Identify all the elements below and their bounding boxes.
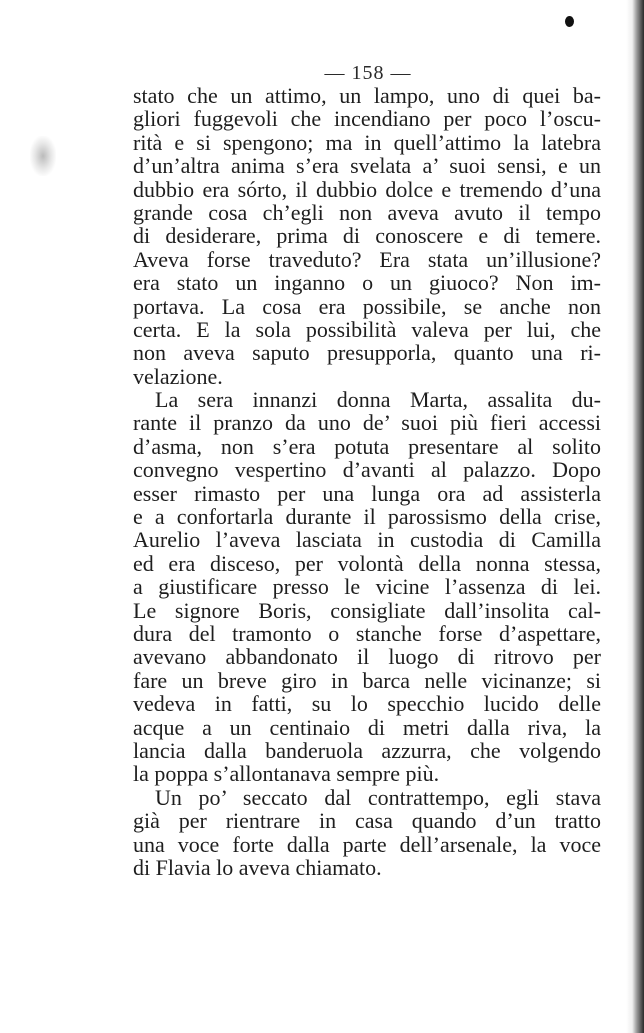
text-line: d’un’altra anima s’era svelata a’ suoi sensi, e un [133,153,601,179]
text-line: ed era disceso, per volontà della nonna stessa, [133,550,601,576]
text-line: grande cosa ch’egli non aveva avuto il tempo [133,199,601,225]
text-line: esser rimasto per una lunga ora ad assisterla [133,480,601,506]
page-number: — 158 — [324,62,412,84]
text-line: Aurelio l’aveva lasciata in custodia di Camilla [133,527,601,553]
text-line: certa. E la sola possibilità valeva per lui, che [133,316,601,342]
scan-edge-gradient [626,0,632,1033]
text-line: e a confortarla durante il parossismo della crise, [133,504,601,530]
text-line: Le signore Boris, consigliate dall’insolita cal- [133,597,601,623]
text-line: avevano abbandonato il luogo di ritrovo per [133,644,601,670]
text-line: stato che un attimo, un lampo, uno di quei ba- [133,83,601,108]
text-line: non aveva saputo presupporla, quanto una ri- [133,340,601,366]
text-line: Un po’ seccato dal contrattempo, egli stava [155,784,601,810]
text-line: una voce forte dalla parte dell’arsenale, la voce [133,831,601,857]
paper-smudge [30,136,56,176]
text-line: dubbio era sórto, il dubbio dolce e tremendo d’una [133,176,601,202]
scan-edge-shadow [632,0,644,1033]
text-line: fare un breve giro in barca nelle vicinanze; si [133,667,601,693]
text-line: portava. La cosa era possibile, se anche non [133,293,601,319]
text-line: era stato un inganno o un giuoco? Non im- [133,270,601,296]
text-line: Aveva forse traveduto? Era stata un’illusione? [133,246,601,272]
text-line: convegno vespertino d’avanti al palazzo. Dopo [133,457,601,483]
text-line: la poppa s’allontanava sempre più. [133,761,440,787]
text-line: rità e si spengono; ma in quell’attimo la latebra [133,129,601,155]
text-line: La sera innanzi donna Marta, assalita du- [155,387,601,413]
ink-dot [565,16,574,27]
text-line: gliori fuggevoli che incendiano per poco l’oscu- [133,106,601,132]
text-line: d’asma, non s’era potuta presentare al solito [133,433,601,459]
text-line: velazione. [133,363,223,389]
text-line: acque a un centinaio di metri dalla riva, la [133,714,601,740]
text-line: di desiderare, prima di conoscere e di temere. [133,223,601,249]
text-line: a giustificare presso le vicine l’assenza di lei. [133,574,601,600]
text-line: di Flavia lo aveva chiamato. [133,854,382,880]
text-line: dura del tramonto o stanche forse d’aspettare, [133,620,601,646]
text-line: lancia dalla banderuola azzurra, che volgendo [133,737,601,763]
text-line: vedeva in fatti, su lo specchio lucido delle [133,691,601,717]
text-line: già per rientrare in casa quando d’un tratto [133,808,601,834]
text-line: rante il pranzo da uno de’ suoi più fieri accessi [133,410,601,436]
body-text [133,84,601,879]
